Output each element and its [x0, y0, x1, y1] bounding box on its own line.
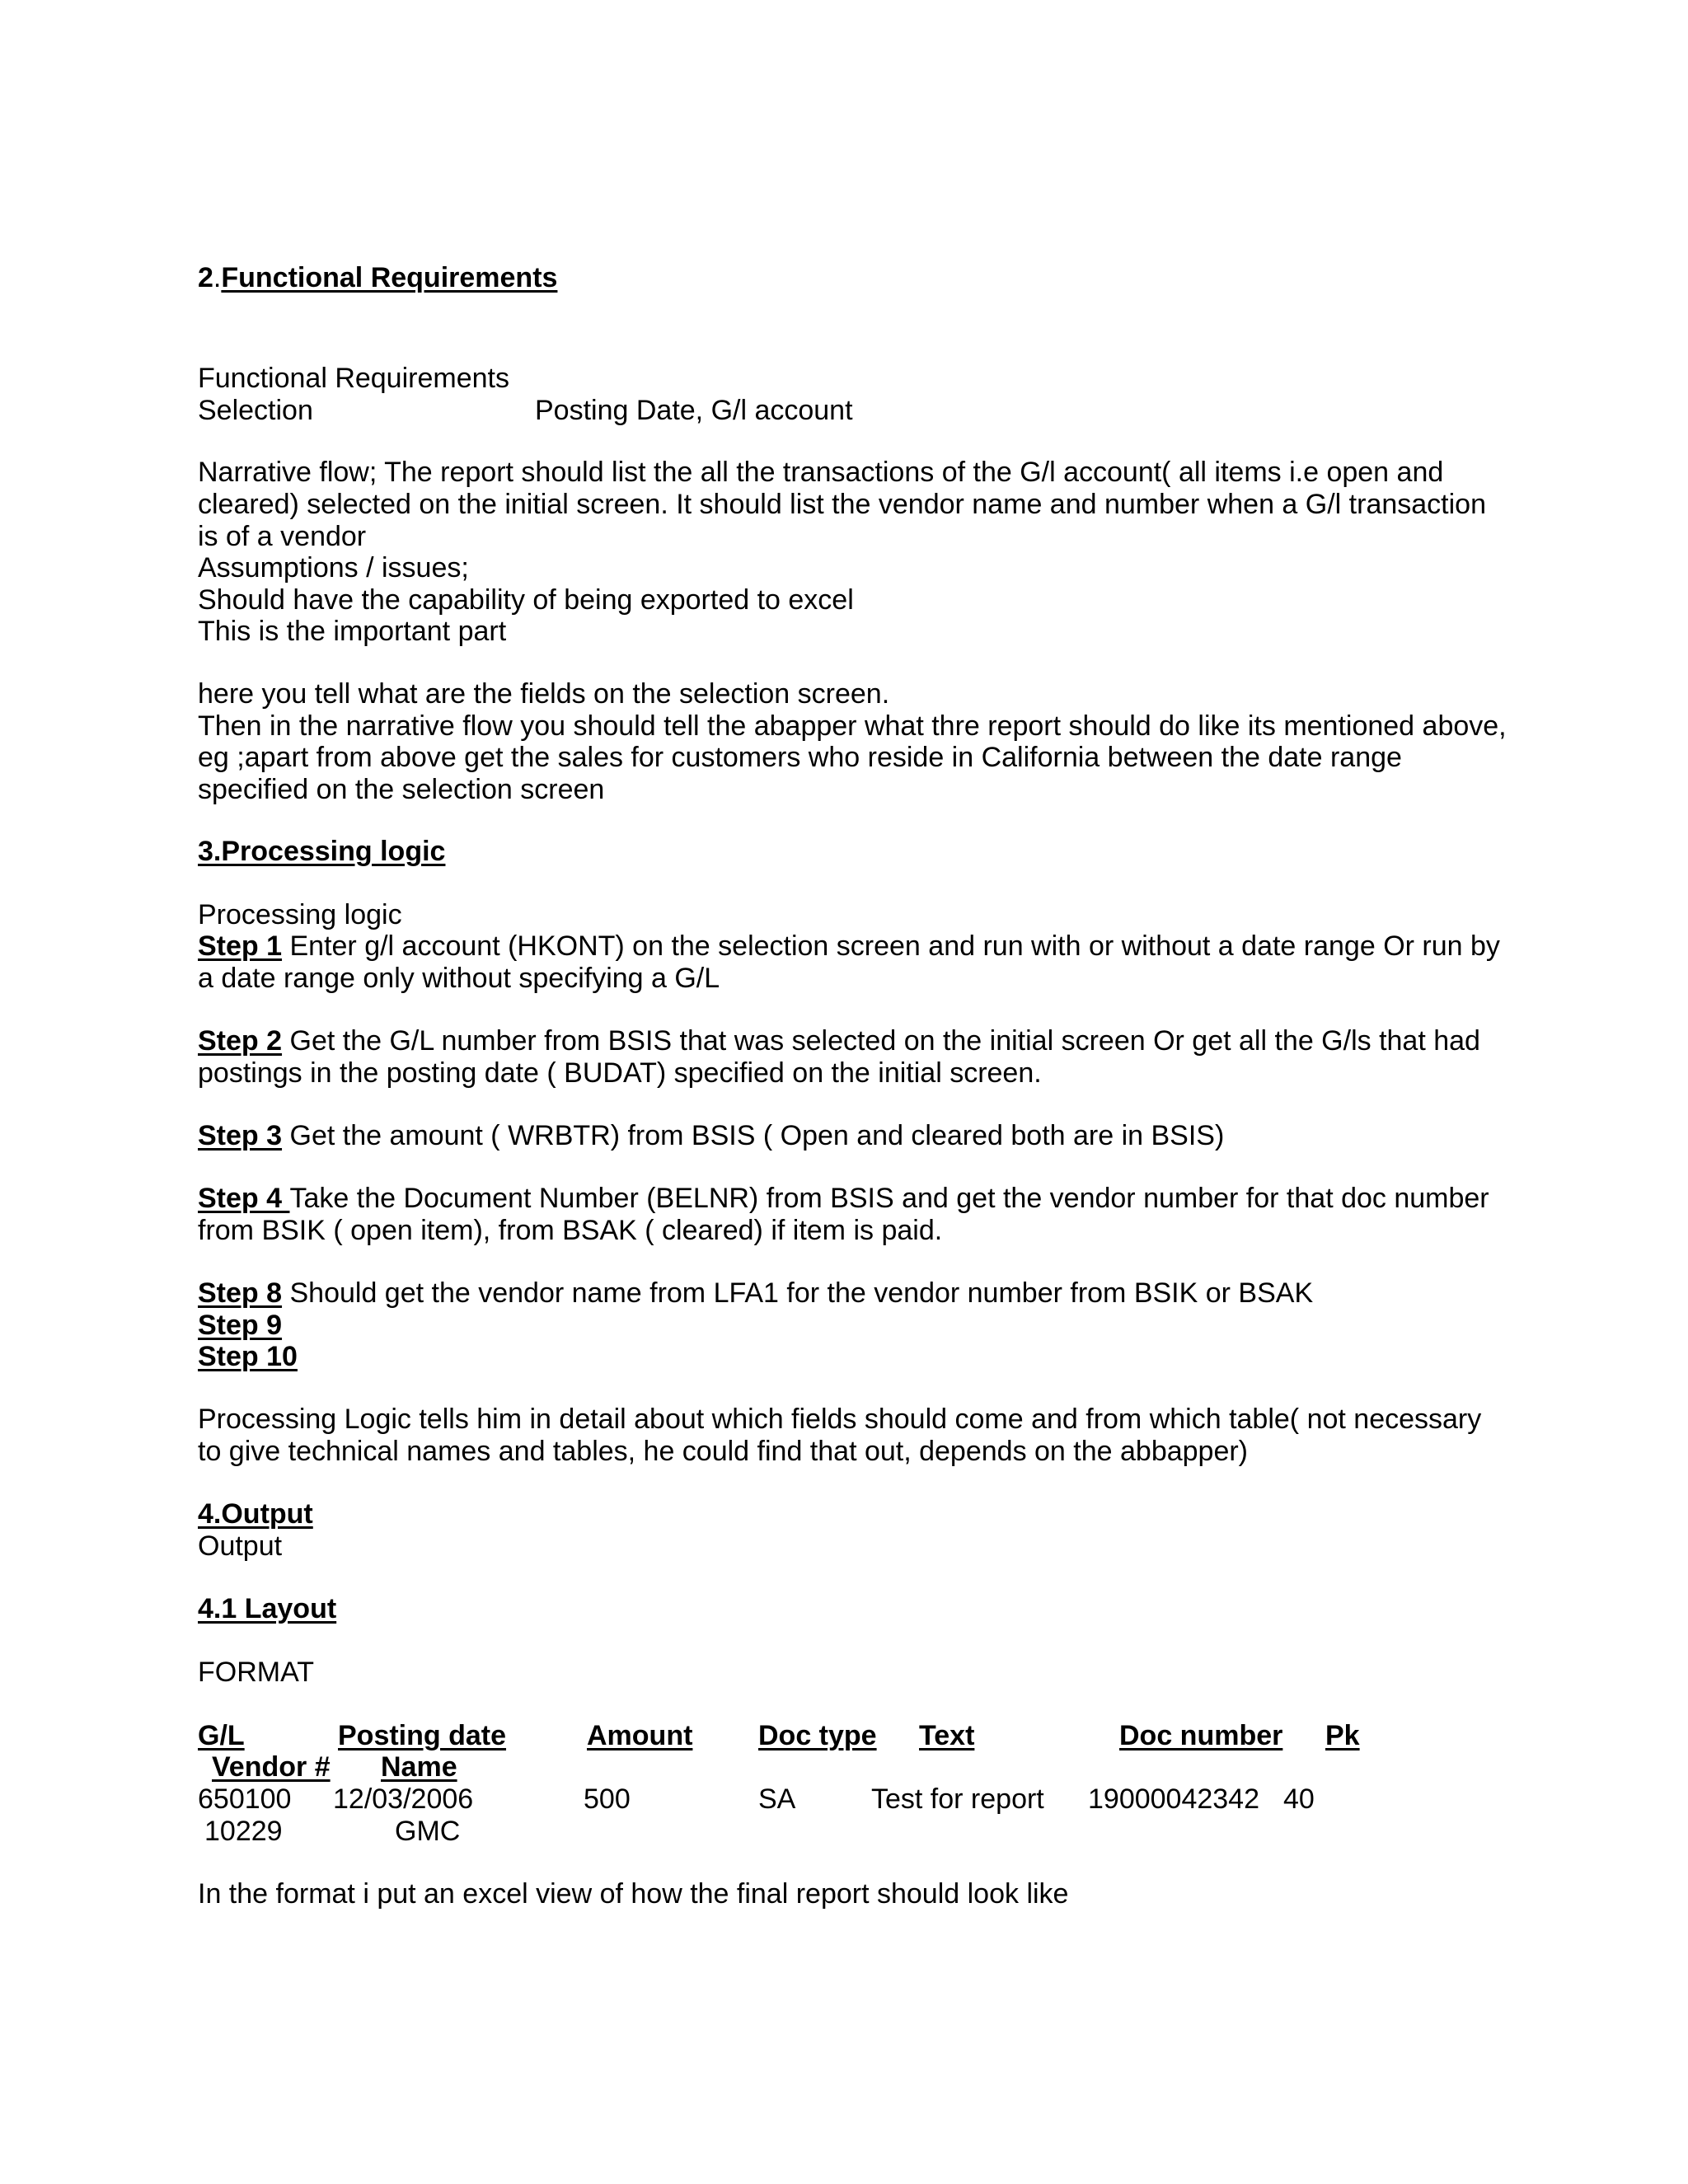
- step-1: [198, 930, 1500, 963]
- narrative-line: Narrative flow; The report should list the all the transactions of the G/l account( all items i.e open and: [198, 457, 1444, 488]
- step-1-continued: a date range only without specifying a G/L: [198, 963, 720, 994]
- table-cell-pk: 40: [1283, 1783, 1315, 1815]
- step-9: Step 9: [198, 1310, 283, 1341]
- note-line: here you tell what are the fields on the selection screen.: [198, 678, 890, 710]
- table-cell-gl: 650100: [198, 1783, 292, 1815]
- step-label: Step 8: [198, 1277, 283, 1309]
- section-dot: .: [213, 262, 222, 293]
- narrative-line: Assumptions / issues;: [198, 552, 469, 583]
- summary-line: to give technical names and tables, he could find that out, depends on the abbapper): [198, 1436, 1249, 1467]
- table-cell-posting-date: 12/03/2006: [333, 1783, 474, 1815]
- table-header-vendor-number: Vendor #: [212, 1751, 331, 1783]
- section-2-heading: [198, 262, 557, 294]
- table-cell-doc-number: 19000042342: [1088, 1783, 1260, 1815]
- table-header-name: Name: [381, 1751, 457, 1783]
- table-cell-name: GMC: [395, 1816, 461, 1847]
- table-cell-doc-type: SA: [758, 1783, 796, 1815]
- table-header-posting-date: Posting date: [338, 1720, 507, 1751]
- narrative-line: This is the important part: [198, 616, 507, 647]
- table-cell-amount: 500: [584, 1783, 631, 1815]
- note-line: Then in the narrative flow you should tell the abapper what thre report should do like its mentioned above,: [198, 710, 1507, 742]
- processing-logic-subheading: Processing logic: [198, 899, 402, 930]
- table-header-amount: Amount: [587, 1720, 693, 1751]
- section-number: 2: [198, 262, 213, 293]
- format-label: FORMAT: [198, 1657, 315, 1688]
- step-8: [198, 1277, 1313, 1310]
- table-header-pk: Pk: [1325, 1720, 1360, 1751]
- note-line: specified on the selection screen: [198, 774, 605, 805]
- section-4-heading: 4.Output: [198, 1498, 313, 1530]
- step-label: Step 3: [198, 1120, 283, 1151]
- step-text: Get the G/L number from BSIS that was selected on the initial screen Or get all the G/ls that had: [282, 1025, 1480, 1057]
- step-10: Step 10: [198, 1341, 298, 1372]
- step-3: [198, 1120, 1224, 1152]
- functional-requirements-subheading: Functional Requirements: [198, 363, 509, 394]
- table-cell-vendor-number: 10229: [204, 1816, 283, 1847]
- selection-label: Selection: [198, 395, 313, 426]
- step-label: Step 4: [198, 1183, 290, 1214]
- layout-heading: 4.1 Layout: [198, 1593, 337, 1624]
- step-text: Get the amount ( WRBTR) from BSIS ( Open and cleared both are in BSIS): [282, 1120, 1225, 1151]
- summary-line: Processing Logic tells him in detail about which fields should come and from which table( not necessary: [198, 1404, 1482, 1435]
- table-header-doc-number: Doc number: [1119, 1720, 1283, 1751]
- step-text: Take the Document Number (BELNR) from BSIS and get the vendor number for that doc number: [289, 1183, 1489, 1214]
- note-line: eg ;apart from above get the sales for customers who reside in California between the date range: [198, 742, 1402, 773]
- step-2-continued: postings in the posting date ( BUDAT) specified on the initial screen.: [198, 1057, 1042, 1089]
- step-text: Should get the vendor name from LFA1 for the vendor number from BSIK or BSAK: [282, 1277, 1314, 1309]
- step-4: [198, 1183, 1489, 1215]
- section-3-heading: 3.Processing logic: [198, 836, 446, 867]
- step-label: Step 1: [198, 930, 283, 962]
- table-header-text: Text: [919, 1720, 975, 1751]
- section-title: Functional Requirements: [221, 262, 558, 293]
- narrative-line: Should have the capability of being exported to excel: [198, 584, 854, 616]
- step-4-continued: from BSIK ( open item), from BSAK ( cleared) if item is paid.: [198, 1215, 943, 1246]
- step-text: Enter g/l account (HKONT) on the selection screen and run with or without a date range Or run by: [282, 930, 1500, 962]
- step-label: Step 2: [198, 1025, 283, 1057]
- table-header-doc-type: Doc type: [758, 1720, 877, 1751]
- table-cell-text: Test for report: [871, 1783, 1044, 1815]
- narrative-line: cleared) selected on the initial screen. It should list the vendor name and number when a G/l transaction: [198, 489, 1486, 520]
- narrative-line: is of a vendor: [198, 521, 367, 552]
- selection-value: Posting Date, G/l account: [535, 395, 853, 426]
- table-header-gl: G/L: [198, 1720, 245, 1751]
- step-2: [198, 1025, 1480, 1057]
- closing-line: In the format i put an excel view of how the final report should look like: [198, 1878, 1069, 1910]
- output-subheading: Output: [198, 1530, 283, 1562]
